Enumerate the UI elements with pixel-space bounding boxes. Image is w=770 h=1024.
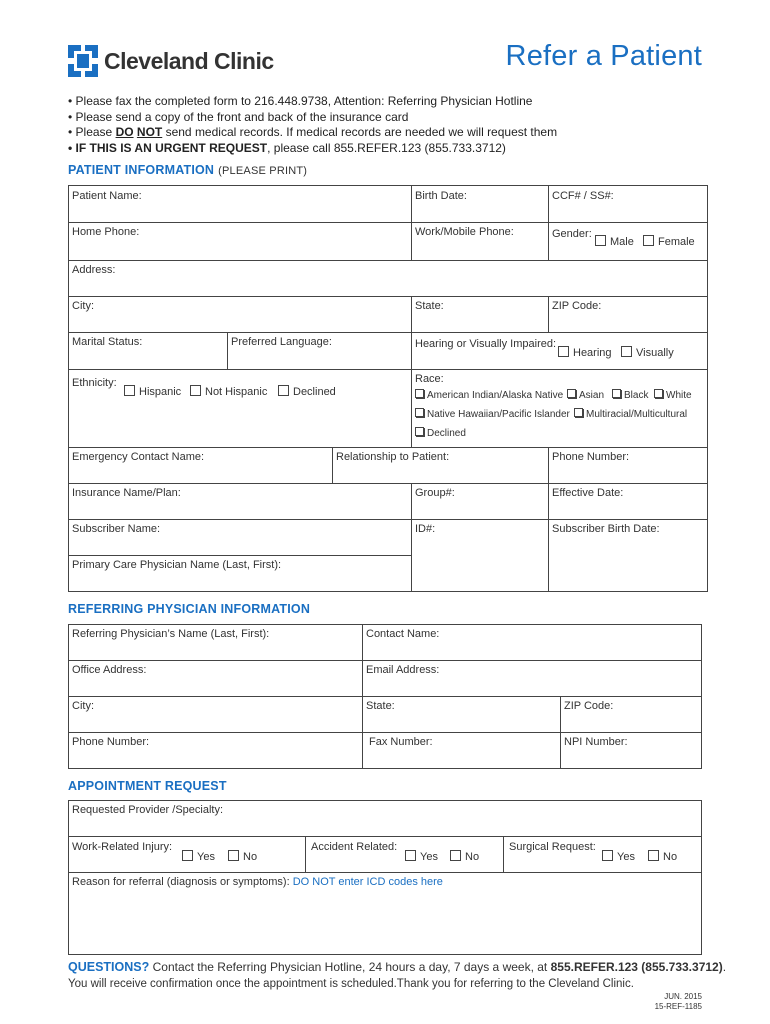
checkbox-icon[interactable] [643,235,654,246]
impaired-field: Hearing or Visually Impaired: Hearing Visually [411,332,708,370]
gender-male-option[interactable]: Male [595,235,634,248]
relationship-field[interactable]: Relationship to Patient: [332,447,549,484]
effective-date-field[interactable]: Effective Date: [548,483,708,520]
marital-status-field[interactable]: Marital Status: [68,332,228,370]
race-native-hawaiian-option[interactable]: Native Hawaiian/Pacific Islander [415,408,570,420]
org-name: Cleveland Clinic [104,47,274,74]
ccf-ss-field[interactable]: CCF# / SS#: [548,185,708,223]
checkbox-icon[interactable] [278,385,289,396]
instruction-urgent: • IF THIS IS AN URGENT REQUEST, please call 855.REFER.123 (855.733.3712) [68,140,506,155]
referring-physician-name-field[interactable]: Referring Physician’s Name (Last, First): [68,624,363,661]
referring-zip-field[interactable]: ZIP Code: [560,696,702,733]
insurance-plan-field[interactable]: Insurance Name/Plan: [68,483,412,520]
address-field[interactable]: Address: [68,260,708,297]
instruction-medical-records: • Please DO NOT send medical records. If medical records are needed we will request them [68,125,558,139]
contact-name-field[interactable]: Contact Name: [362,624,702,661]
emergency-phone-field[interactable]: Phone Number: [548,447,708,484]
home-phone-field[interactable]: Home Phone: [68,222,412,261]
id-number-field[interactable]: ID#: [411,519,549,592]
state-field[interactable]: State: [411,296,549,333]
referring-phone-field[interactable]: Phone Number: [68,732,363,769]
accident-related-field: Accident Related: Yes No [305,836,504,873]
birth-date-field[interactable]: Birth Date: [411,185,549,223]
emergency-contact-field[interactable]: Emergency Contact Name: [68,447,333,484]
confirmation-line: You will receive confirmation once the appointment is scheduled.Thank you for referring to the Cleveland Clinic. [68,978,634,990]
appointment-section-title: APPOINTMENT REQUEST [68,779,227,793]
race-black-option[interactable]: Black [612,389,648,401]
referring-city-field[interactable]: City: [68,696,363,733]
pcp-name-field[interactable]: Primary Care Physician Name (Last, First): [68,555,412,592]
ethnicity-field: Ethnicity: Hispanic Not Hispanic Declined [68,369,412,448]
race-multiracial-option[interactable]: Multiracial/Multicultural [574,408,687,420]
referring-fax-field[interactable]: Fax Number: [362,732,561,769]
checkbox-icon[interactable] [612,389,621,398]
checkbox-icon[interactable] [602,850,613,861]
checkbox-icon[interactable] [190,385,201,396]
ethnicity-hispanic-option[interactable]: Hispanic [124,385,181,398]
race-american-indian-option[interactable]: American Indian/Alaska Native [415,389,563,401]
checkbox-icon[interactable] [405,850,416,861]
icd-note: DO NOT enter ICD codes here [292,876,443,888]
checkbox-icon[interactable] [558,346,569,357]
checkbox-icon[interactable] [450,850,461,861]
subscriber-name-field[interactable]: Subscriber Name: [68,519,412,556]
checkbox-icon[interactable] [124,385,135,396]
patient-section-title: PATIENT INFORMATION (PLEASE PRINT) [68,163,308,177]
accident-yes-option[interactable]: Yes [405,850,438,863]
work-related-injury-field: Work-Related Injury: Yes No [68,836,306,873]
accident-no-option[interactable]: No [450,850,479,863]
questions-line: QUESTIONS? Contact the Referring Physician Hotline, 24 hours a day, 7 days a week, at 855.REFER.123 (855.733.3712). [68,960,727,974]
cleveland-clinic-logo [68,45,274,77]
work-phone-field[interactable]: Work/Mobile Phone: [411,222,549,261]
subscriber-birth-date-field[interactable]: Subscriber Birth Date: [548,519,708,592]
race-white-option[interactable]: White [654,389,692,401]
patient-name-field[interactable]: Patient Name: [68,185,412,223]
office-address-field[interactable]: Office Address: [68,660,363,697]
reason-for-referral-field[interactable]: Reason for referral (diagnosis or symptoms): DO NOT enter ICD codes here [68,872,702,955]
zip-code-field[interactable]: ZIP Code: [548,296,708,333]
surgical-yes-option[interactable]: Yes [602,850,635,863]
ethnicity-not-hispanic-option[interactable]: Not Hispanic [190,385,267,398]
work-injury-yes-option[interactable]: Yes [182,850,215,863]
hearing-option[interactable]: Hearing [558,346,612,359]
group-number-field[interactable]: Group#: [411,483,549,520]
gender-female-option[interactable]: Female [643,235,695,248]
gender-field: Gender: Male Female [548,222,708,261]
instruction-fax: • Please fax the completed form to 216.448.9738, Attention: Referring Physician Hotline [68,94,533,108]
instruction-insurance-card: • Please send a copy of the front and back of the insurance card [68,109,409,124]
requested-provider-field[interactable]: Requested Provider /Specialty: [68,800,702,837]
checkbox-icon[interactable] [228,850,239,861]
surgical-no-option[interactable]: No [648,850,677,863]
referring-section-title: REFERRING PHYSICIAN INFORMATION [68,602,311,616]
city-field[interactable]: City: [68,296,412,333]
ethnicity-declined-option[interactable]: Declined [278,385,336,398]
checkbox-icon[interactable] [415,427,424,436]
checkbox-icon[interactable] [648,850,659,861]
race-field: Race: American Indian/Alaska Native Asian Black White Native Hawaiian/Pacific Islander Multiracial/Multicultural Declined [411,369,708,448]
visually-option[interactable]: Visually [621,346,674,359]
document-title: Refer a Patient [505,40,702,72]
referring-state-field[interactable]: State: [362,696,561,733]
surgical-request-field: Surgical Request: Yes No [503,836,702,873]
race-declined-option[interactable]: Declined [415,427,466,439]
checkbox-icon[interactable] [415,389,424,398]
npi-number-field[interactable]: NPI Number: [560,732,702,769]
checkbox-icon[interactable] [621,346,632,357]
checkbox-icon[interactable] [182,850,193,861]
cleveland-clinic-logo-icon [68,45,98,77]
preferred-language-field[interactable]: Preferred Language: [227,332,412,370]
email-address-field[interactable]: Email Address: [362,660,702,697]
checkbox-icon[interactable] [595,235,606,246]
race-asian-option[interactable]: Asian [567,389,604,401]
instructions-list [68,94,557,156]
checkbox-icon[interactable] [567,389,576,398]
checkbox-icon[interactable] [574,408,583,417]
work-injury-no-option[interactable]: No [228,850,257,863]
form-code: JUN. 2015 15-REF-1185 [654,992,702,1011]
checkbox-icon[interactable] [415,408,424,417]
checkbox-icon[interactable] [654,389,663,398]
